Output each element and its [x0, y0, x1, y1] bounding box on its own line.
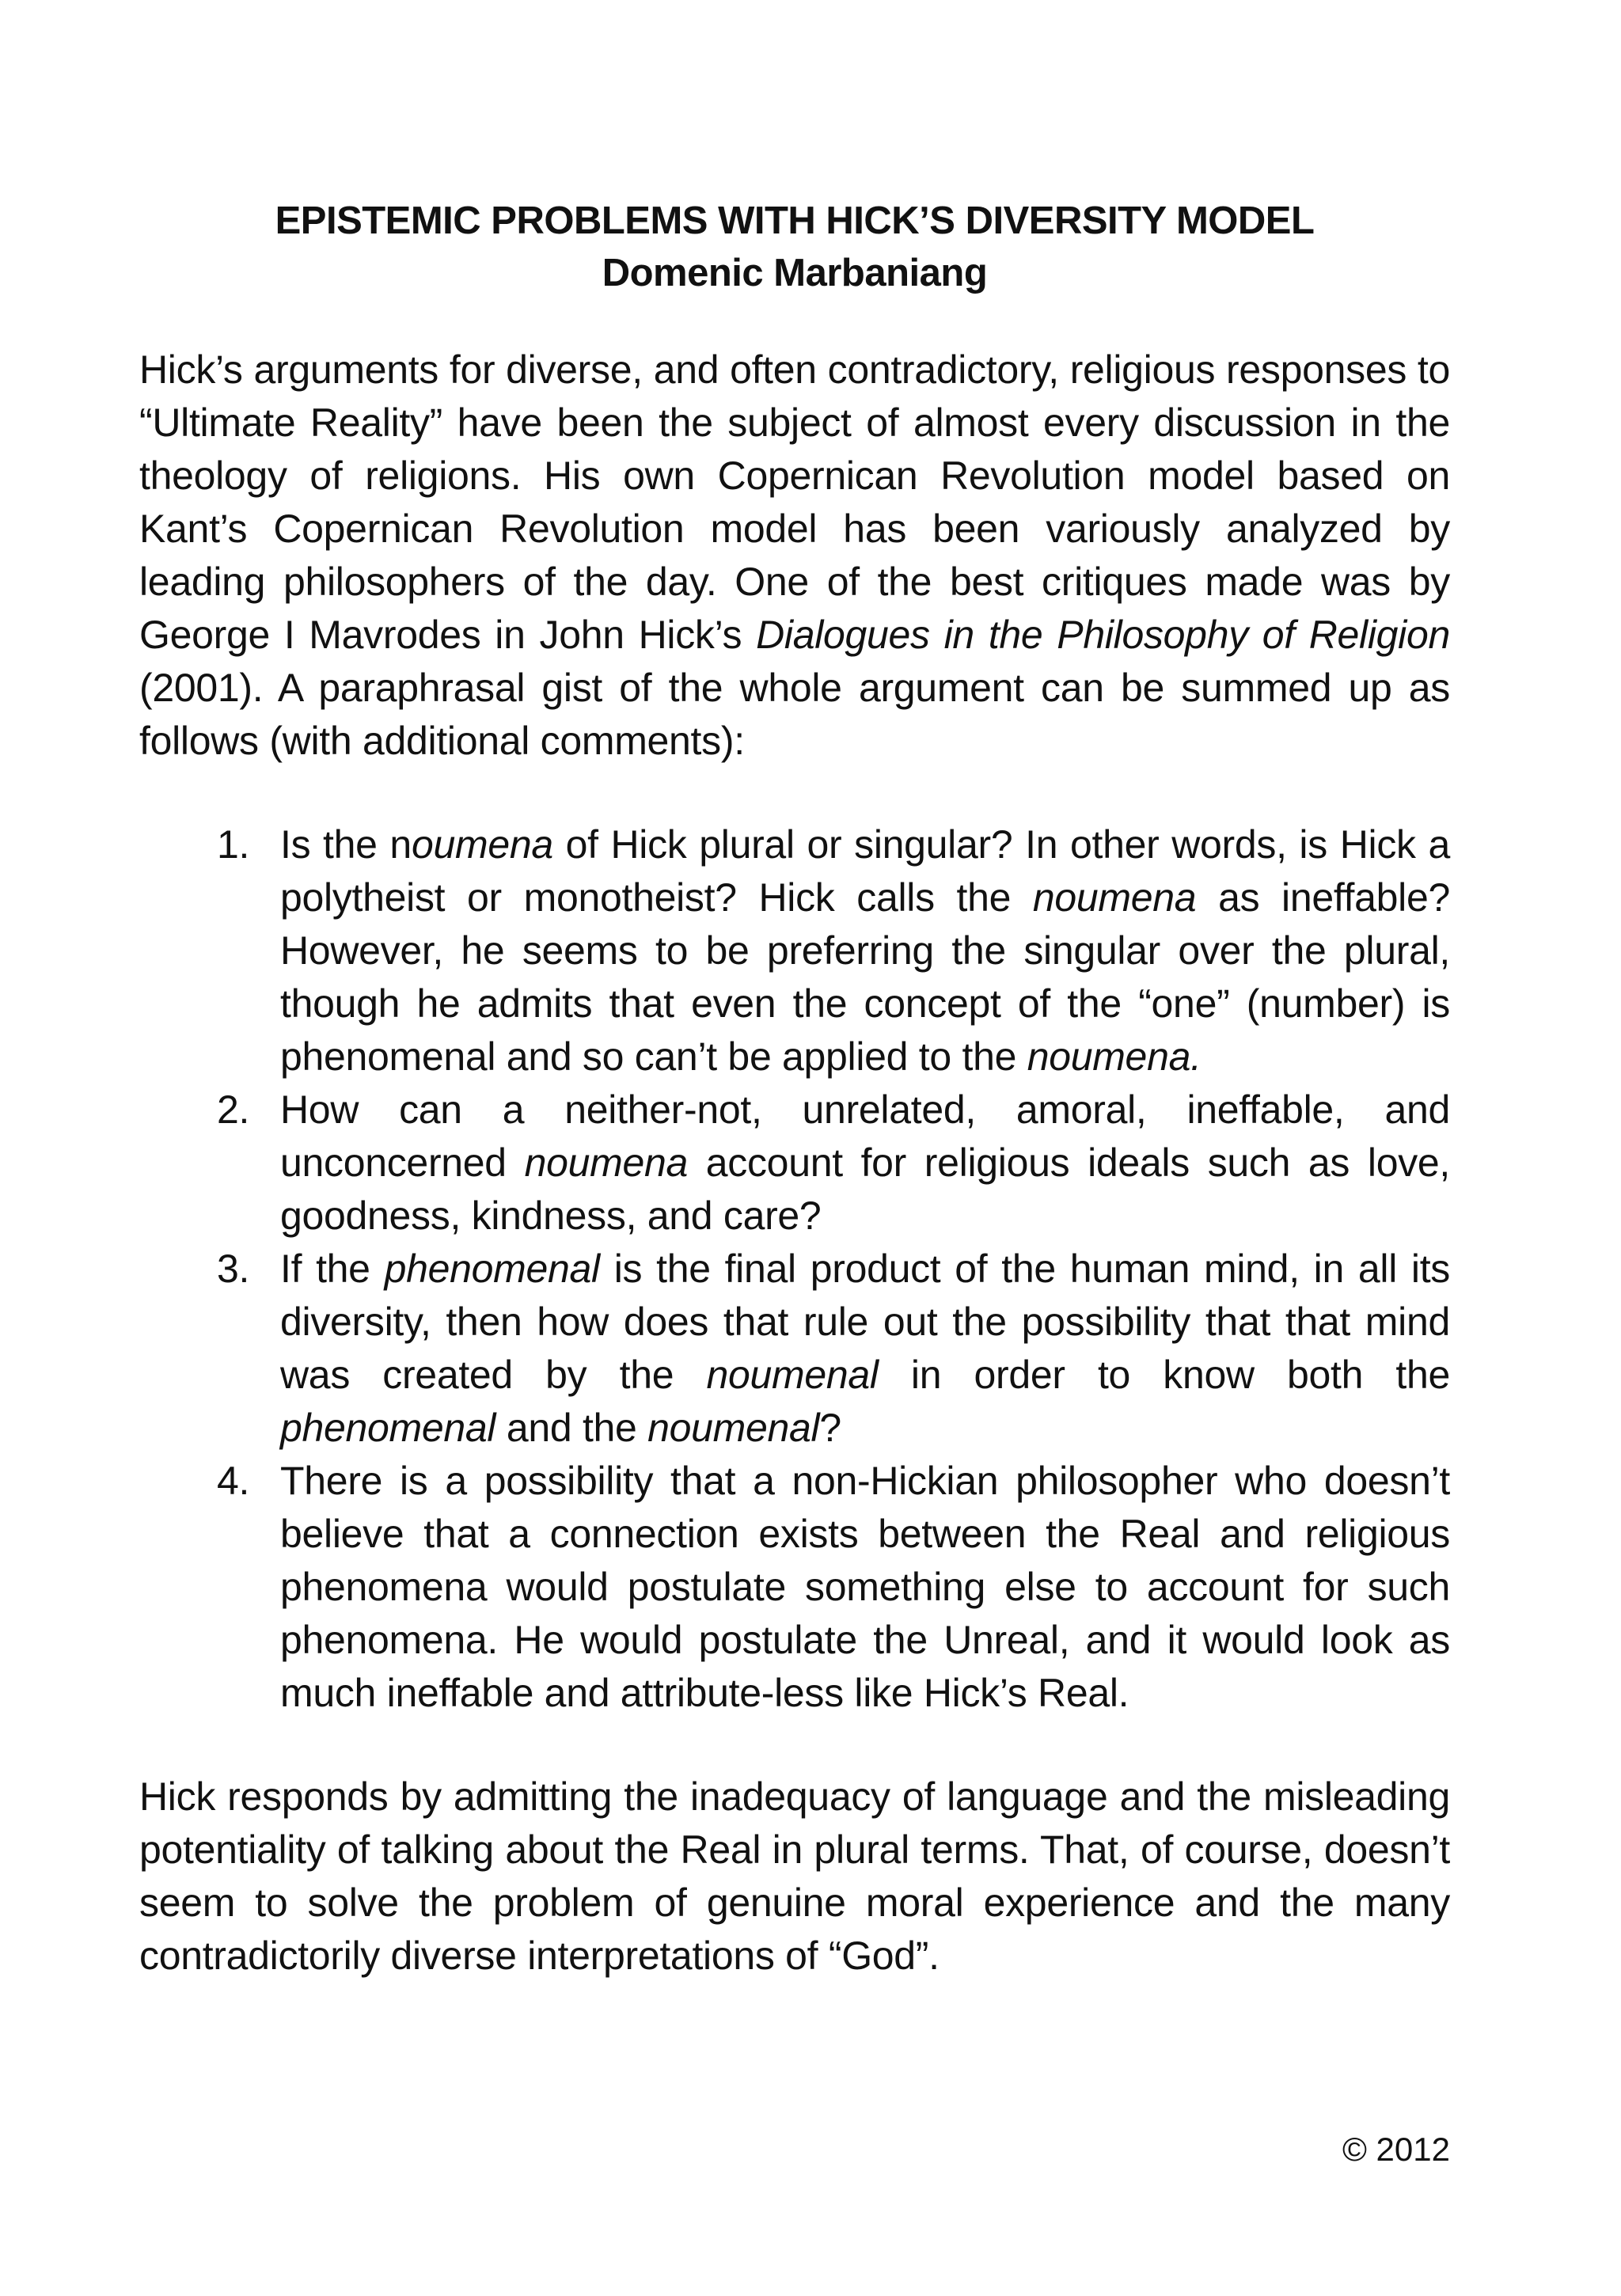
- numbered-list: [139, 818, 1450, 1720]
- book-title: Dialogues in the Philosophy of Religion: [756, 613, 1451, 657]
- list-item: [139, 1083, 1450, 1243]
- list-item-text: Is the noumena of Hick plural or singular? In other words, is Hick a polytheist or monotheist? Hick calls the noumena as ineffable? However, he seems to be preferring the singular over the plural, though he admits that even the concept of the “one” (number) is phenomenal and so can’t be applied to the noumena.: [280, 822, 1451, 1079]
- list-item-text: If the phenomenal is the final product of the human mind, in all its diversity, then how does that rule out the possibility that that mind was created by the noumenal in order to know both the phenomenal and the noumenal?: [280, 1247, 1451, 1450]
- document-author: Domenic Marbaniang: [602, 252, 988, 294]
- list-item-number: 2.: [217, 1087, 250, 1132]
- list-item-text: How can a neither-not, unrelated, amoral, ineffable, and unconcerned noumena account for religious ideals such as love, goodness, kindness, and care?: [280, 1087, 1450, 1238]
- list-item-number: 4.: [217, 1459, 250, 1503]
- list-item: [139, 818, 1450, 1083]
- intro-paragraph: [139, 343, 1450, 768]
- document-title: EPISTEMIC PROBLEMS WITH HICK’S DIVERSITY MODEL: [275, 199, 1315, 242]
- list-item-text: There is a possibility that a non-Hickian philosopher who doesn’t believe that a connection exists between the Real and religious phenomena would postulate something else to account for such phenomena. He would postulate the Unreal, and it would look as much ineffable and attribute-less like Hick’s Real.: [280, 1459, 1450, 1715]
- copyright-footer: © 2012: [1342, 2131, 1450, 2168]
- document-body: [139, 195, 1450, 1983]
- intro-text-part-2: (2001). A paraphrasal gist of the whole argument can be summed up as follows (with additional comments):: [139, 666, 1450, 763]
- list-item-number: 3.: [217, 1247, 250, 1291]
- list-item-number: 1.: [217, 822, 250, 867]
- intro-text-part-1: Hick’s arguments for diverse, and often contradictory, religious responses to “Ultimate Reality” have been the subject of almost every discussion in the theology of religions. His own Copernican Revolution model based on Kant’s Copernican Revolution model has been variously analyzed by leading philosophers of the day. One of the best critiques made was by George I Mavrodes in John Hick’s: [139, 347, 1450, 657]
- list-item: [139, 1455, 1450, 1720]
- list-item: [139, 1243, 1450, 1455]
- conclusion-paragraph: Hick responds by admitting the inadequacy of language and the misleading potentiality of talking about the Real in plural terms. That, of course, doesn’t seem to solve the problem of genuine moral experience and the many contradictorily diverse interpretations of “God”.: [139, 1774, 1450, 1978]
